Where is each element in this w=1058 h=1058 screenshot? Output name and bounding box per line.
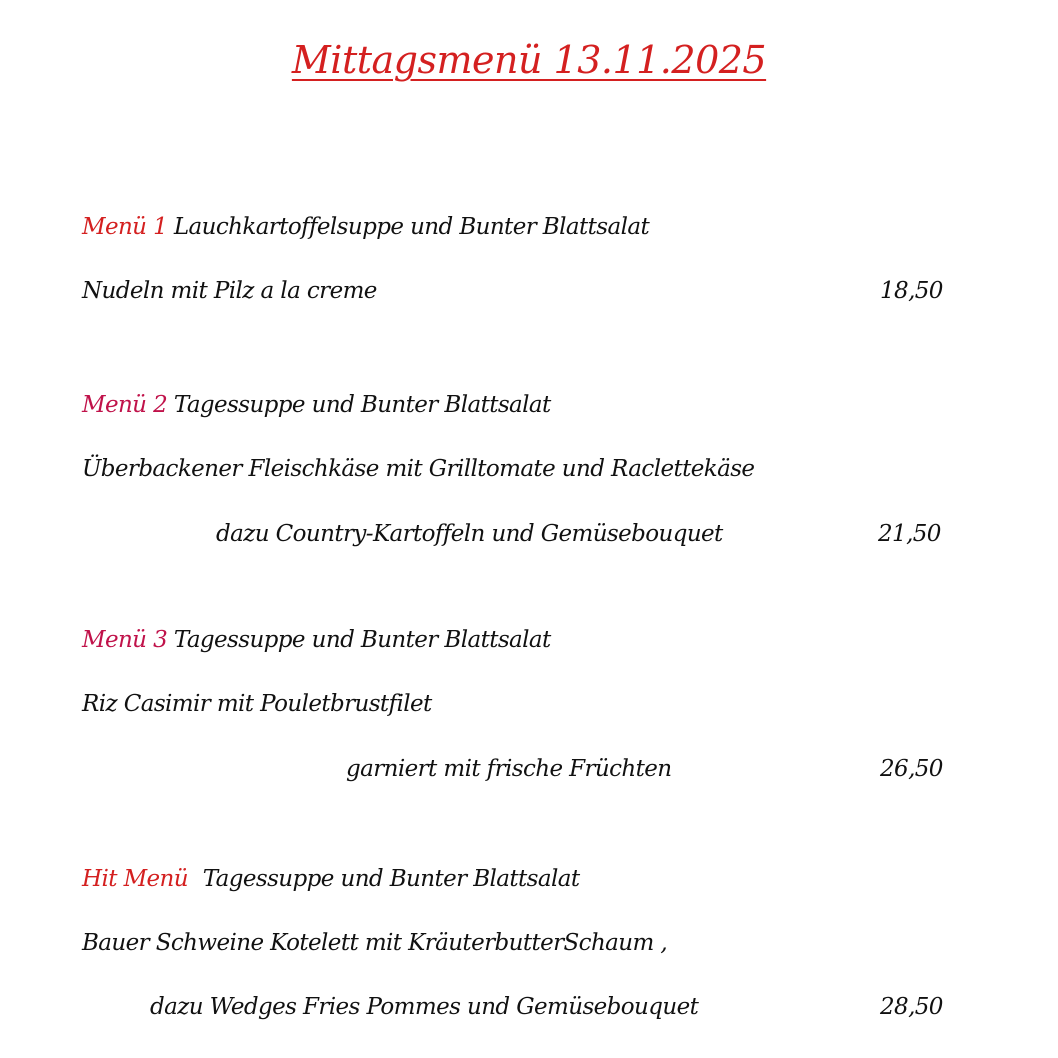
page-title: Mittagsmenü 13.11.2025: [291, 38, 767, 82]
menu-1-main: Nudeln mit Pilz a la creme: [82, 278, 377, 304]
menu-2-label: Menü 2: [82, 392, 168, 418]
hit-menu-side: dazu Wedges Fries Pommes und Gemüsebouquet: [150, 994, 699, 1020]
hit-menu-price: 28,50: [880, 994, 943, 1020]
hit-menu-main: Bauer Schweine Kotelett mit KräuterbutterSchaum ,: [82, 930, 668, 956]
menu-3-main: Riz Casimir mit Pouletbrustfilet: [82, 691, 432, 717]
page-bottom-edge: [0, 1050, 1058, 1058]
menu-1-label: Menü 1: [82, 214, 168, 240]
hit-menu-label: Hit Menü: [82, 866, 188, 892]
hit-menu-starter-line: [82, 866, 580, 892]
hit-menu-starter: Tagessuppe und Bunter Blattsalat: [202, 866, 580, 892]
menu-2-starter: Tagessuppe und Bunter Blattsalat: [173, 392, 551, 418]
menu-2-main: Überbackener Fleischkäse mit Grilltomate und Raclettekäse: [82, 456, 755, 482]
menu-3-side: garniert mit frische Früchten: [346, 756, 672, 782]
menu-3-price: 26,50: [880, 756, 943, 782]
menu-1-starter-line: [82, 214, 649, 240]
menu-3-starter: Tagessuppe und Bunter Blattsalat: [173, 627, 551, 653]
menu-1-starter: Lauchkartoffelsuppe und Bunter Blattsalat: [173, 214, 650, 240]
menu-3-starter-line: [82, 627, 551, 653]
menu-2-price: 21,50: [878, 521, 941, 547]
menu-3-label: Menü 3: [82, 627, 168, 653]
menu-2-starter-line: [82, 392, 551, 418]
menu-2-side: dazu Country-Kartoffeln und Gemüsebouquet: [216, 521, 723, 547]
menu-1-price: 18,50: [880, 278, 943, 304]
